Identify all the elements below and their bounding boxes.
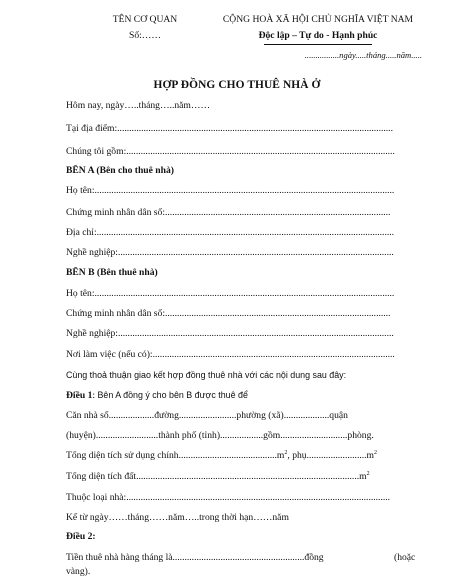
house-district-line: (huyện)..........................thành phố (tỉnh)..................gồm............................phòng. <box>66 430 374 441</box>
national-header <box>208 12 428 45</box>
party-b-occupation-line: Nghề nghiệp:................................................................................................................... <box>66 328 394 339</box>
monthly-rent-gold-line: vàng). <box>66 566 91 577</box>
main-area-unit-sup: 2 <box>284 450 288 456</box>
house-address-line: Căn nhà số...................đường........................phường (xã)...................quận <box>66 410 348 421</box>
intro-date-line: Hôm nay, ngày…..tháng…..năm…… <box>66 100 211 111</box>
secondary-area-text: , phụ.........................m <box>287 450 375 461</box>
document-title: HỢP ĐỒNG CHO THUÊ NHÀ Ở <box>153 79 321 91</box>
country-name: CỘNG HOÀ XÃ HỘI CHỦ NGHĨA VIỆT NAM <box>222 14 414 25</box>
secondary-area-unit-sup: 2 <box>374 450 378 456</box>
monthly-rent-or-text: (hoặc <box>394 552 416 563</box>
article-1-text: Bên A đồng ý cho bên B được thuê để <box>97 390 248 400</box>
parties-line: Chúng tôi gồm:................................................................................................................ <box>66 146 395 157</box>
party-b-heading: BÊN B (Bên thuê nhà) <box>66 267 158 278</box>
agency-header <box>90 12 200 44</box>
party-b-id-line: Chứng minh nhân dân số:.............................................................................................. <box>66 308 391 319</box>
party-a-occupation-line: Nghề nghiệp:................................................................................................................... <box>66 247 394 258</box>
main-area-text: Tổng diện tích sử dụng chính.........................................m <box>66 450 285 461</box>
party-a-id-line: Chứng minh nhân dân số:.............................................................................................. <box>66 207 391 218</box>
article-1-separator: : <box>92 390 98 401</box>
party-a-address-line: Địa chỉ:............................................................................................................................ <box>66 227 395 238</box>
signing-date: ................ngày.....tháng.....năm..... <box>304 50 422 60</box>
land-area-text: Tổng diện tích đất.............................................................................................m <box>66 471 367 482</box>
party-b-name-line: Họ tên:............................................................................................................................. <box>66 288 395 299</box>
house-type-line: Thuộc loại nhà:.............................................................................................................. <box>66 492 391 503</box>
agency-name: TÊN CƠ QUAN <box>112 14 178 25</box>
main-area-line <box>66 450 422 462</box>
article-2-heading: Điều 2: <box>66 531 96 542</box>
monthly-rent-text: Tiền thuê nhà hàng tháng là.......................................................đồng <box>66 552 324 563</box>
party-a-heading: BÊN A (Bên cho thuê nhà) <box>66 165 174 176</box>
land-area-unit-sup: 2 <box>366 471 370 477</box>
land-area-line <box>66 471 422 483</box>
party-b-workplace-line: Nơi làm việc (nếu có):..................................................................................................... <box>66 349 395 360</box>
motto-underline <box>264 44 372 45</box>
document-number: Số:…… <box>129 30 161 41</box>
location-line: Tại địa điểm:................................................................................................................... <box>66 123 393 134</box>
article-1-label: Điều 1 <box>66 390 93 401</box>
monthly-rent-line <box>66 552 422 564</box>
national-motto: Độc lập – Tự do - Hạnh phúc <box>258 30 378 41</box>
lease-term-line: Kể từ ngày……tháng……năm…..trong thời hạn……năm <box>66 512 289 523</box>
article-1-line <box>66 389 422 402</box>
agreement-intro: Cùng thoả thuận giao kết hợp đồng thuê nhà với các nội dung sau đây: <box>66 370 347 380</box>
party-a-name-line: Họ tên:............................................................................................................................. <box>66 185 395 196</box>
